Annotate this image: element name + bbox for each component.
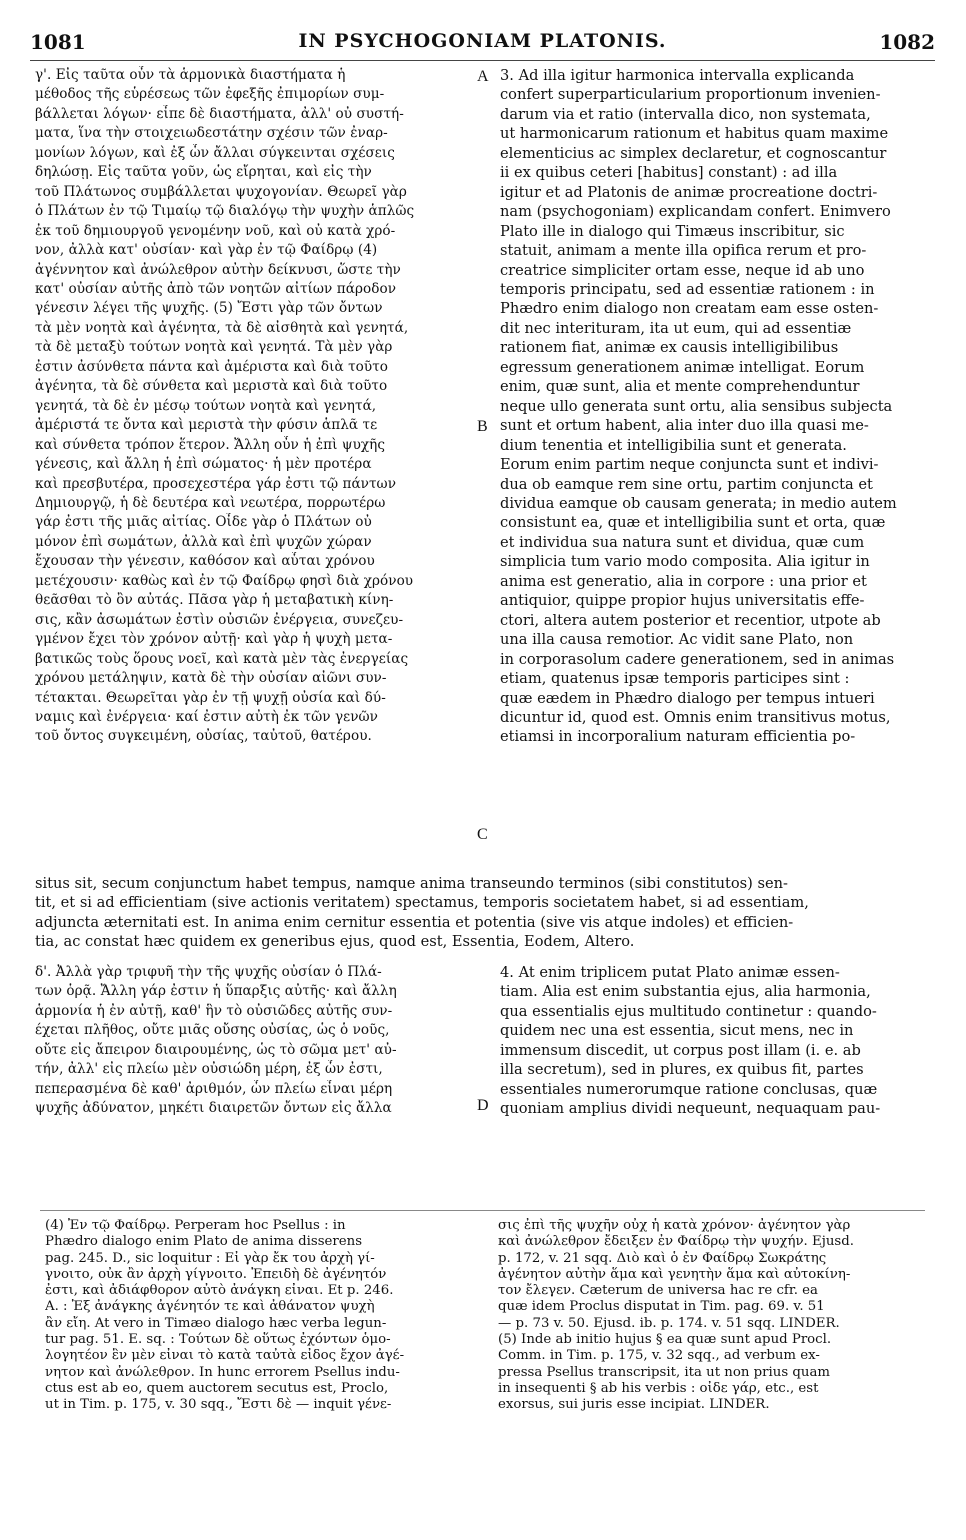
footnote-line: pag. 245. D., sic loquitur : Εἰ γὰρ ἔκ του ἀρχὴ γί-: [45, 1250, 375, 1266]
latin-text-line: consistunt ea, quæ et intelligibilia sunt et orta, quæ: [500, 514, 886, 532]
greek-text-line: ἐκ τοῦ δημιουργοῦ γενομένην νοῦ, καὶ οὐ κατὰ χρό-: [35, 222, 396, 239]
margin-marker-d: D: [477, 1097, 489, 1114]
latin-text-line: neque ullo generata sunt ortu, alia sensibus subjecta: [500, 397, 893, 415]
footnote-line: Phædro dialogo enim Plato de anima disserens: [45, 1234, 363, 1250]
latin-text-line: elementicius ac simplex declaretur, et cognoscantur: [500, 144, 887, 162]
latin-text-line: ut harmonicarum rationum et habitus quam maxime: [500, 125, 889, 143]
greek-text-line: Δημιουργῷ, ἡ δὲ δευτέρα καὶ νεωτέρα, πορρωτέρω: [35, 494, 386, 511]
footnotes-left-column: [45, 1218, 470, 1414]
latin-text-line: enim, quæ sunt, alia et mente comprehenduntur: [500, 378, 860, 396]
greek-text-line: τοῦ ὄντος συγκειμένη, οὐσίας, ταὐτοῦ, θατέρου.: [35, 728, 372, 745]
latin-text-line: confert superparticularium proportionum invenien-: [500, 86, 881, 104]
page-number-right: 1082: [879, 30, 935, 54]
greek-text-line: ἁρμονία ἡ ἐν αὐτῇ, καθ' ἣν τὸ οὐσιῶδες αὐτῆς συν-: [35, 1002, 393, 1019]
latin-text-line: sunt et ortum habent, alia inter duo illa quasi me-: [500, 417, 869, 435]
greek-text-line: ναμις καὶ ἐνέργεια· καί ἐστιν αὐτὴ ἐκ τῶν γενῶν: [35, 708, 378, 725]
latin-text-line: ii ex quibus ceteri [habitus] constant) : ad illa: [500, 164, 838, 182]
latin-text-line: situs sit, secum conjunctum habet tempus, namque anima transeundo terminos (sibi constitutos) sen-: [35, 875, 788, 892]
greek-text-line: ματα, ἵνα τὴν στοιχειωδεστάτην σχέσιν τῶν ἐναρ-: [35, 125, 388, 142]
footnote-line: (5) Inde ab initio hujus § ea quæ sunt apud Procl.: [498, 1332, 832, 1348]
greek-text-line: μετέχουσιν· καθὼς καὶ ἐν τῷ Φαίδρῳ φησὶ διὰ χρόνου: [35, 572, 414, 589]
footnote-line: ἀγένητον αὐτὴν ἅμα καὶ γενητὴν ἅμα καὶ αὐτοκίνη-: [498, 1266, 851, 1282]
footnote-line: νητον καὶ ἀνώλεθρον. In hunc errorem Psellus indu-: [45, 1364, 400, 1380]
margin-marker-c: C: [477, 826, 488, 843]
latin-column-section-3: [500, 66, 935, 747]
footnote-line: ἂν εἴη. At vero in Timæo dialogo hæc verba legun-: [45, 1315, 387, 1331]
footnote-line: in insequenti § ab his verbis : οἶδε γάρ, etc., est: [498, 1380, 819, 1396]
latin-text-line: quæ eædem in Phædro dialogo per tempus intueri: [500, 689, 875, 707]
full-width-paragraph: [35, 874, 935, 952]
footnote-line: λογητέον ἓν μὲν εἶναι τὸ κατὰ ταὐτὰ εἶδος ἔχον ἀγέ-: [45, 1348, 405, 1364]
latin-text-line: una illa causa remotior. Ac vidit sane Plato, non: [500, 631, 854, 649]
greek-text-line: μόνον ἐπὶ σωμάτων, ἀλλὰ καὶ ἐπὶ ψυχῶν χώραν: [35, 533, 372, 550]
greek-text-line: σις, κἂν ἀσωμάτων ἐστὶν οὐσιῶν ἐνέργεια, συνεζευ-: [35, 611, 404, 628]
greek-text-line: ἀγέννητον καὶ ἀνώλεθρον αὐτὴν δείκνυσι, ὥστε τὴν: [35, 261, 401, 278]
greek-text-line: ἀγένητα, τὰ δὲ σύνθετα καὶ μεριστὰ καὶ διὰ τοῦτο: [35, 378, 388, 395]
greek-text-line: ψυχῆς ἀδύνατον, μηκέτι διαιρετῶν ὄντων εἰς ἄλλα: [35, 1100, 392, 1117]
greek-text-line: καὶ σύνθετα τρόπον ἕτερον. Ἄλλη οὖν ἡ ἐπὶ ψυχῆς: [35, 436, 386, 453]
footnote-line: ctus est ab eo, quem auctorem secutus est, Proclo,: [45, 1380, 389, 1396]
latin-text-line: ctori, altera autem posterior et recentior, utpote ab: [500, 611, 881, 629]
latin-text-line: et individua sua natura sunt et dividua, quæ cum: [500, 533, 865, 551]
header-rule: [30, 60, 935, 61]
greek-text-line: θεᾶσθαι τὸ ὂν αὐτάς. Πᾶσα γὰρ ἡ μεταβατικὴ κίνη-: [35, 592, 394, 609]
greek-text-line: βάλλεται λόγων· εἶπε δὲ διαστήματα, ἀλλ' οὐ συστή-: [35, 105, 404, 122]
latin-text-line: quoniam amplius dividi nequeunt, nequaquam pau-: [500, 1100, 881, 1118]
latin-text-line: tit, et si ad efficientiam (sive actionis veritatem) spectamus, temporis societatem habet, si ad essentiam,: [35, 894, 809, 912]
footnote-line: σις ἐπὶ τῆς ψυχῆν οὐχ ἡ κατὰ χρόνον· ἀγένητον γὰρ: [498, 1218, 851, 1233]
greek-text-line: γένεσιν λέγει τῆς ψυχῆς. (5) Ἔστι γὰρ τῶν ὄντων: [35, 300, 383, 317]
footnote-line: Comm. in Tim. p. 175, v. 32 sqq., ad verbum ex-: [498, 1348, 820, 1364]
footnote-line: A. : Ἐξ ἀνάγκης ἀγένητόν τε καὶ ἀθάνατον ψυχὴ: [45, 1299, 375, 1315]
greek-text-line: καὶ πρεσβυτέρα, προσεχεστέρα γάρ ἐστι τῷ πάντων: [35, 475, 397, 492]
latin-text-line: dividua eamque ob causam generata; in medio autem: [500, 494, 897, 512]
footnote-line: p. 172, v. 21 sqq. Διὸ καὶ ὁ ἐν Φαίδρῳ Σωκράτης: [498, 1250, 827, 1266]
footnote-line: ἐστι, καὶ ἀδιάφθορον αὐτὸ ἀνάγκη εἶναι. Et p. 246.: [45, 1283, 394, 1299]
latin-text-line: Eorum enim partim neque conjuncta sunt et indivi-: [500, 456, 879, 474]
greek-text-line: μονίων λόγων, καὶ ἐξ ὧν ἄλλαι σύγκεινται σχέσεις: [35, 144, 395, 161]
greek-text-line: ὁ Πλάτων ἐν τῷ Τιμαίῳ τῷ διαλόγῳ τὴν ψυχὴν ἁπλῶς: [35, 203, 415, 220]
greek-text-line: νον, ἀλλὰ κατ' οὐσίαν· καὶ γὰρ ἐν τῷ Φαίδρῳ (4): [35, 242, 378, 259]
greek-text-line: ἔχουσαν τὴν γένεσιν, καθόσον καὶ αὗται χρόνου: [35, 553, 375, 570]
latin-text-line: illa secretum), sed in plures, ex quibus fit, partes: [500, 1061, 864, 1079]
footnote-line: exorsus, sui juris esse incipiat. LINDER.: [498, 1397, 770, 1413]
greek-text-line: κατ' οὐσίαν αὐτῆς ἀπὸ τῶν νοητῶν αἰτίων πάροδον: [35, 280, 397, 297]
latin-text-line: egressum generationem animæ intelligat. Eorum: [500, 358, 865, 376]
margin-marker-b: B: [477, 418, 488, 435]
greek-text-line: δ'. Ἀλλὰ γὰρ τριφυῆ τὴν τῆς ψυχῆς οὐσίαν ὁ Πλά-: [35, 964, 382, 980]
greek-text-line: γενητά, τὰ δὲ ἐν μέσῳ τούτων νοητὰ καὶ γενητά,: [35, 397, 377, 414]
footnote-line: γνοιτο, οὐκ ἂν ἀρχὴ γίγνοιτο. Ἐπειδὴ δὲ ἀγένητόν: [45, 1266, 387, 1282]
greek-text-line: γμένον ἔχει τὸν χρόνον αὐτῇ· καὶ γὰρ ἡ ψυχὴ μετα-: [35, 631, 393, 648]
latin-text-line: essentiales numerorumque ratione conclusas, quæ: [500, 1080, 878, 1098]
greek-text-line: πεπερασμένα δὲ καθ' ἀριθμόν, ὧν πλείω εἶναι μέρη: [35, 1080, 393, 1097]
latin-text-line: Phædro enim dialogo non creatam eam esse osten-: [500, 300, 879, 318]
latin-text-line: adjuncta æternitati est. In anima enim cernitur essentia et potentia (sive vis atque indoles) et efficien-: [35, 913, 794, 931]
greek-text-line: οὔτε εἰς ἄπειρον διαιρουμένης, ὡς τὸ σῶμα μετ' αὐ-: [35, 1041, 397, 1058]
latin-text-line: temporis principatu, sed ad essentiæ rationem : in: [500, 280, 875, 298]
latin-text-line: darum via et ratio (intervalla dico, non systemata,: [500, 105, 871, 123]
greek-text-line: γάρ ἐστι τῆς μιᾶς αἰτίας. Οἶδε γὰρ ὁ Πλάτων οὐ: [35, 514, 372, 531]
latin-text-line: etiamsi in incorporalium naturam efficientia po-: [500, 728, 856, 746]
latin-text-line: dua ob eamque rem sine ortu, partim conjuncta et: [500, 475, 873, 493]
greek-text-line: τέτακται. Θεωρεῖται γὰρ ἐν τῇ ψυχῇ οὐσία καὶ δύ-: [35, 689, 386, 706]
footnote-line: καὶ ἀνώλεθρον ἔδειξεν ἐν Φαίδρῳ τὴν ψυχήν. Ejusd.: [498, 1234, 854, 1250]
latin-text-line: tiam. Alia est enim substantia ejus, alia harmonia,: [500, 983, 871, 1001]
latin-text-line: rationem fiat, animæ ex causis intelligibilibus: [500, 339, 839, 357]
latin-text-line: 4. At enim triplicem putat Plato animæ essen-: [500, 964, 840, 981]
footnote-line: tur pag. 51. E. sq. : Τούτων δὲ οὕτως ἐχόντων ὁμο-: [45, 1332, 391, 1348]
latin-text-line: dit nec interituram, ita ut eum, qui ad essentiæ: [500, 319, 852, 337]
latin-text-line: immensum discedit, ut corpus post illam (i. e. ab: [500, 1041, 861, 1059]
page-number-left: 1081: [30, 30, 86, 54]
footnote-line: (4) Ἐν τῷ Φαίδρῳ. Perperam hoc Psellus : in: [45, 1218, 346, 1233]
latin-text-line: Plato ille in dialogo qui Timæus inscribitur, sic: [500, 222, 845, 240]
latin-text-line: etiam, quatenus ipsæ temporis participes sint :: [500, 670, 850, 688]
latin-text-line: dicuntur id, quod est. Omnis enim transitivus motus,: [500, 708, 891, 726]
greek-text-line: δηλώσῃ. Εἰς ταῦτα γοῦν, ὡς εἴρηται, καὶ εἰς τὴν: [35, 164, 372, 181]
latin-text-line: igitur et ad Platonis de animæ procreatione doctri-: [500, 183, 878, 201]
greek-text-line: βατικῶς τοὺς ὅρους νοεῖ, καὶ κατὰ μὲν τὰς ἐνεργείας: [35, 650, 409, 667]
latin-text-line: tia, ac constat hæc quidem ex generibus ejus, quod est, Essentia, Eodem, Altero.: [35, 933, 635, 951]
greek-text-line: μέθοδος τῆς εὑρέσεως τῶν ἐφεξῆς ἐπιμορίων συμ-: [35, 86, 385, 103]
footnote-rule: [40, 1210, 925, 1211]
greek-text-line: ἐστιν ἀσύνθετα πάντα καὶ ἀμέριστα καὶ διὰ τοῦτο: [35, 358, 389, 375]
greek-text-line: τήν, ἀλλ' εἰς πλείω μὲν οὐσιώδη μέρη, ἐξ ὧν ἐστι,: [35, 1061, 383, 1078]
latin-text-line: creatrice simpliciter ortam esse, neque id ab uno: [500, 261, 865, 279]
running-title: IN PSYCHOGONIAM PLATONIS.: [298, 30, 667, 52]
greek-text-line: γ'. Εἰς ταῦτα οὖν τὰ ἁρμονικὰ διαστήματα ἡ: [35, 67, 346, 83]
footnote-line: quæ idem Proclus disputat in Tim. pag. 69. v. 51: [498, 1299, 825, 1315]
latin-text-line: quidem nec una est essentia, sicut mens, nec in: [500, 1022, 854, 1040]
greek-text-line: τοῦ Πλάτωνος συμβάλλεται ψυχογονίαν. Θεωρεῖ γὰρ: [35, 183, 407, 200]
latin-text-line: simplicia tum vario modo composita. Alia igitur in: [500, 553, 870, 571]
latin-text-line: dium tenentia et intelligibilia sunt et generata.: [500, 436, 847, 454]
greek-text-line: έχεται πλῆθος, οὔτε μιᾶς οὔσης οὐσίας, ὡς ὁ νοῦς,: [35, 1022, 390, 1039]
latin-column-section-4: [500, 963, 935, 1119]
latin-text-line: 3. Ad illa igitur harmonica intervalla explicanda: [500, 67, 855, 84]
latin-text-line: statuit, animam a mente illa opifica rerum et pro-: [500, 242, 867, 260]
footnote-line: — p. 73 v. 50. Ejusd. ib. p. 174. v. 51 sqq. LINDER.: [498, 1315, 840, 1331]
greek-text-line: χρόνου μετάληψιν, κατὰ δὲ τὴν οὐσίαν αἰῶνι συν-: [35, 670, 387, 687]
greek-text-line: ἀμέριστά τε ὄντα καὶ μεριστὰ τὴν φύσιν ἁπλᾶ τε: [35, 417, 378, 434]
greek-text-line: γένεσις, καὶ ἄλλη ἡ ἐπὶ σώματος· ἡ μὲν προτέρα: [35, 456, 372, 473]
greek-column-section-4: [35, 963, 475, 1119]
margin-marker-a: A: [477, 68, 489, 85]
latin-text-line: qua essentialis ejus multitudo continetur : quando-: [500, 1002, 877, 1020]
latin-text-line: nam (psychogoniam) explicandam confert. Enimvero: [500, 203, 891, 221]
latin-text-line: in corporasolum cadere generationem, sed in animas: [500, 650, 895, 668]
footnote-line: pressa Psellus transcripsit, ita ut non prius quam: [498, 1364, 830, 1380]
footnote-line: ut in Tim. p. 175, v. 30 sqq., Ἔστι δὲ — inquit γένε-: [45, 1397, 392, 1413]
running-header: [30, 30, 935, 60]
footnote-line: τον ἔλεγεν. Cæterum de universa hac re cfr. ea: [498, 1283, 818, 1299]
latin-text-line: anima est generatio, alia in corpore : una prior et: [500, 572, 867, 590]
greek-text-line: των ὁρᾷ. Ἄλλη γάρ ἐστιν ἡ ὕπαρξις αὐτῆς· καὶ ἄλλη: [35, 983, 397, 1000]
greek-text-line: τὰ μὲν νοητὰ καὶ ἀγένητα, τὰ δὲ αἰσθητὰ καὶ γενητά,: [35, 319, 409, 336]
greek-text-line: τὰ δὲ μεταξὺ τούτων νοητὰ καὶ γενητά. Τὰ μὲν γὰρ: [35, 339, 393, 356]
latin-text-line: antiquior, quippe propior hujus universitatis effe-: [500, 592, 865, 610]
footnotes-right-column: [498, 1218, 933, 1414]
greek-column-section-3: [35, 66, 475, 747]
